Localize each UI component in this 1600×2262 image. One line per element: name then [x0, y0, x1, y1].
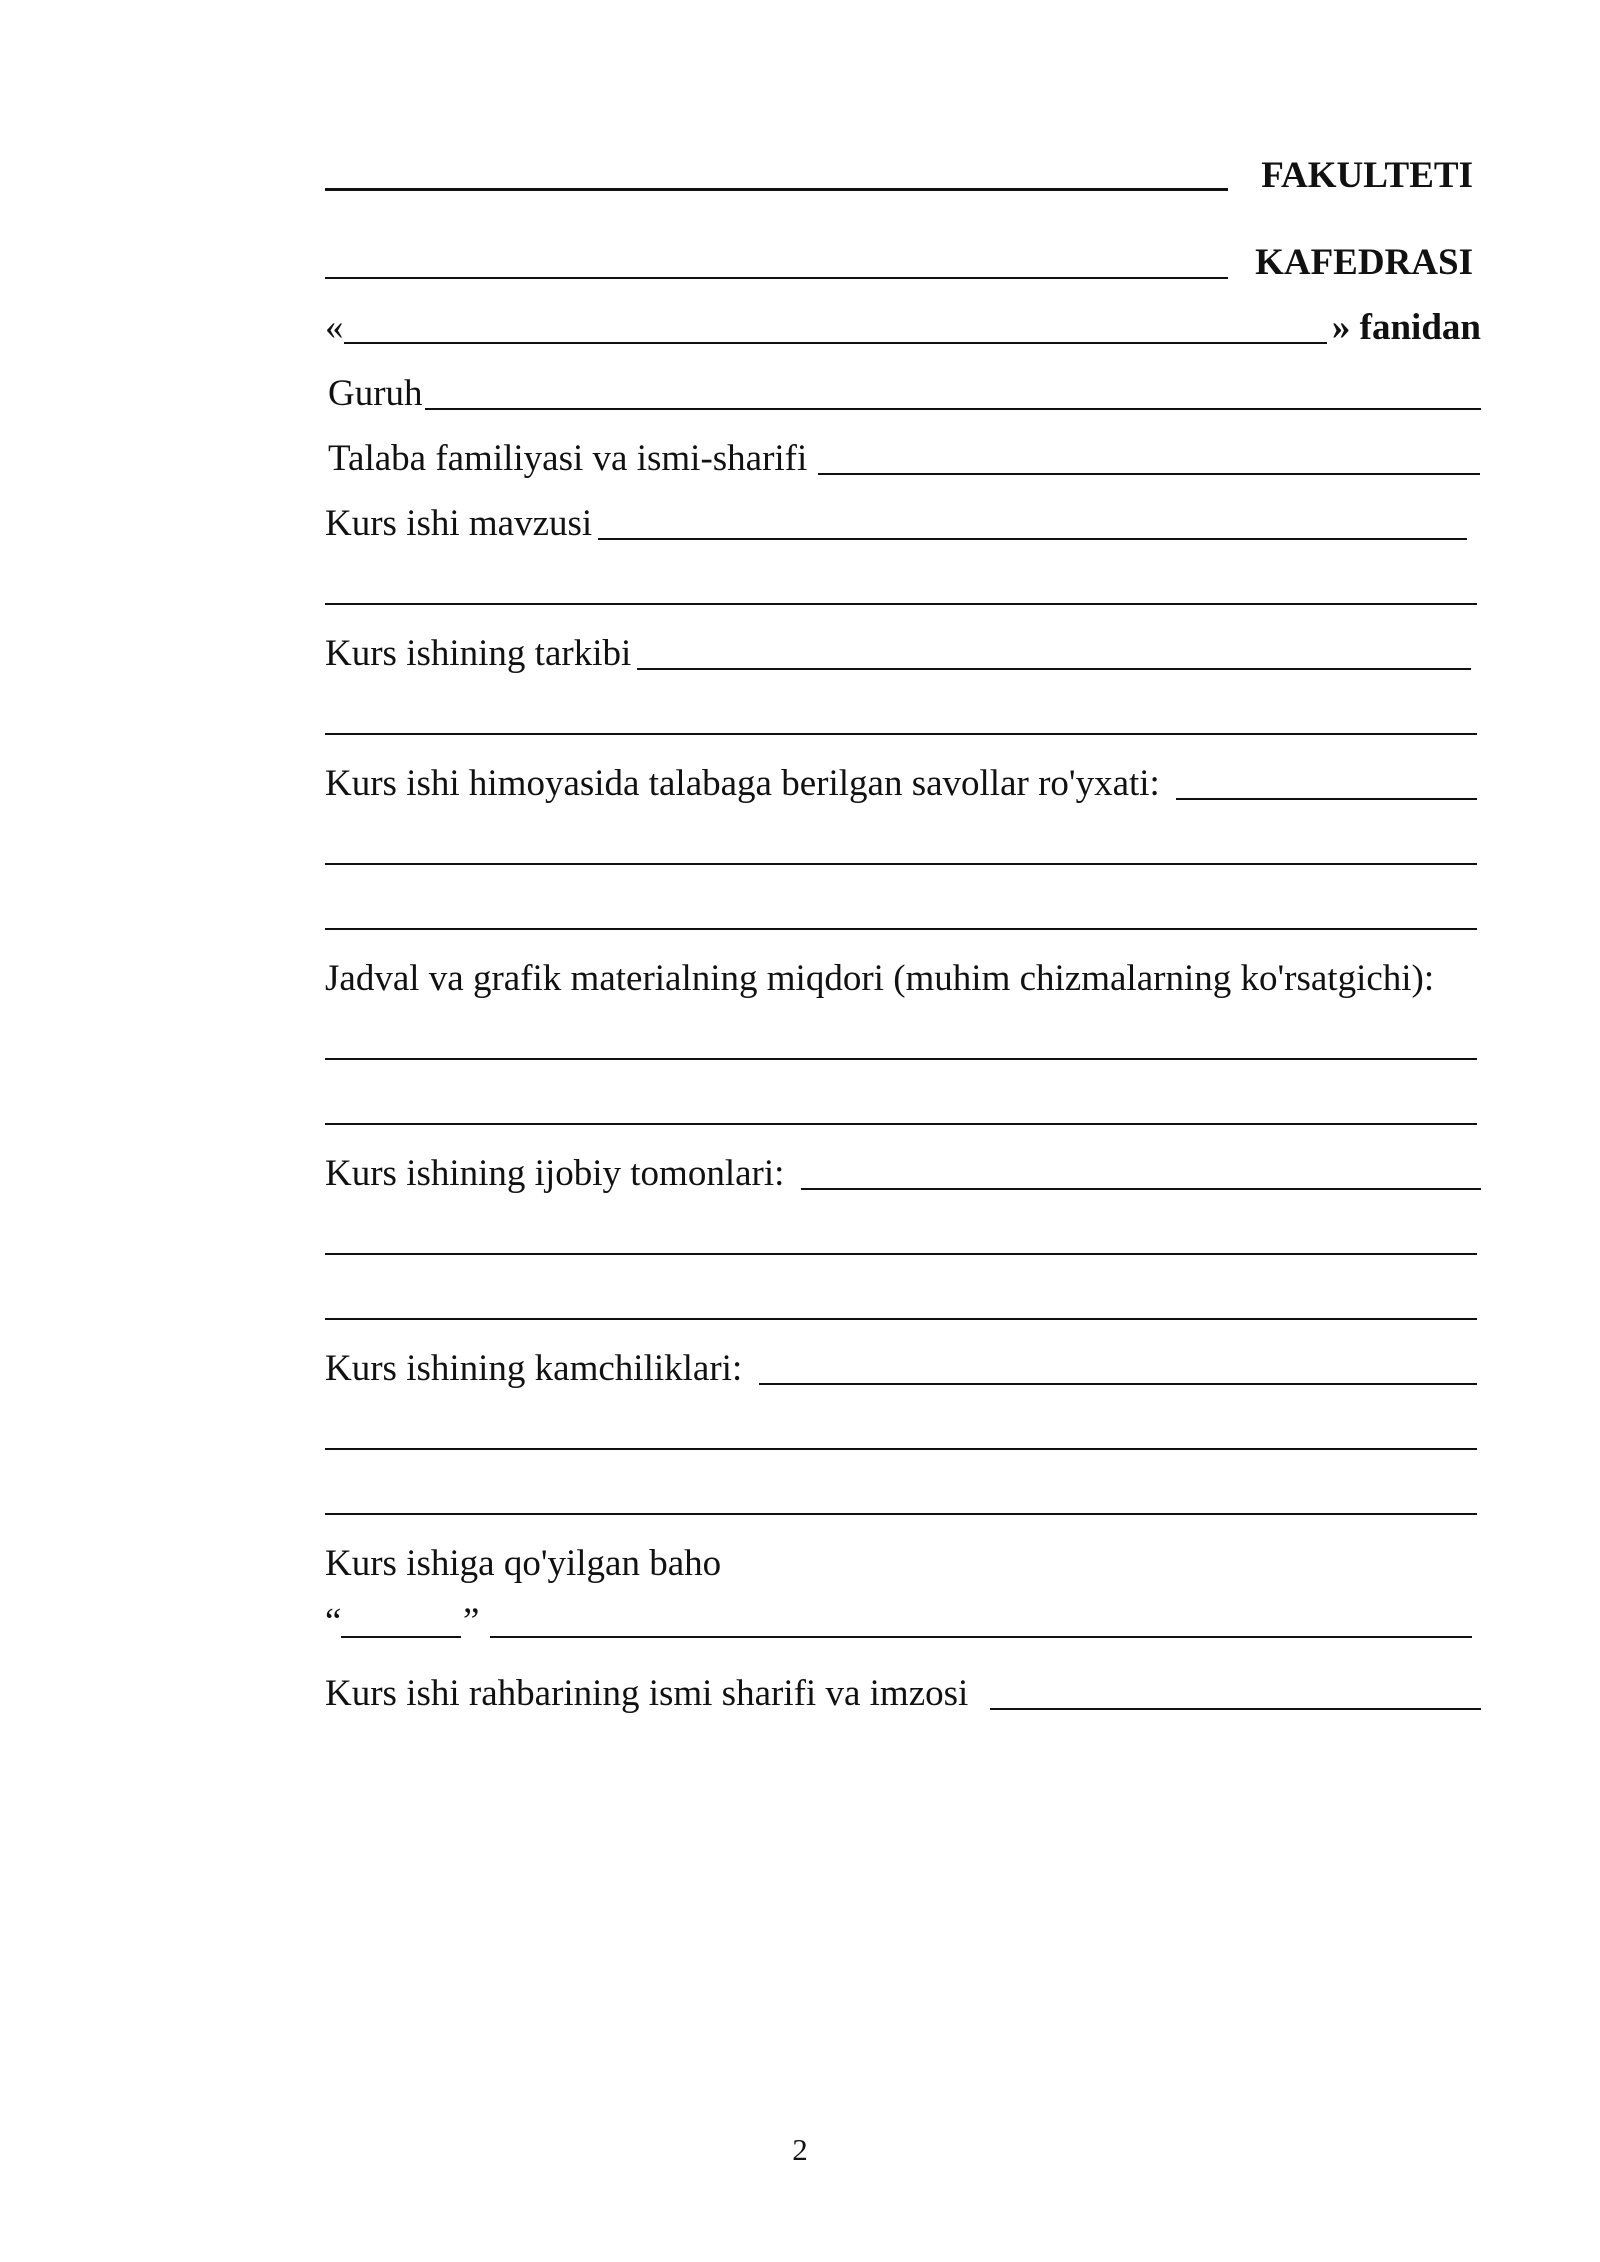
shortcomings-blank-line[interactable]	[759, 1383, 1477, 1385]
shortcomings-blank-line-3[interactable]	[325, 1513, 1477, 1515]
structure-row	[325, 626, 1481, 676]
shortcomings-extra-row-1	[325, 1406, 1481, 1456]
topic-blank-line-2[interactable]	[325, 603, 1477, 605]
grade-label-row	[325, 1536, 1481, 1586]
shortcomings-label: Kurs ishining kamchiliklari:	[325, 1348, 743, 1389]
topic-label: Kurs ishi mavzusi	[325, 503, 593, 544]
questions-blank-line-3[interactable]	[325, 928, 1477, 930]
materials-blank-line-1[interactable]	[325, 1058, 1477, 1060]
questions-blank-line-2[interactable]	[325, 863, 1477, 865]
questions-blank-line[interactable]	[1176, 798, 1477, 800]
supervisor-blank-line[interactable]	[990, 1708, 1481, 1710]
grade-close-quote: ”	[463, 1601, 480, 1642]
topic-blank-line[interactable]	[598, 538, 1467, 540]
grade-label: Kurs ishiga qo'yilgan baho	[325, 1543, 722, 1584]
structure-blank-line-2[interactable]	[325, 733, 1477, 735]
questions-label: Kurs ishi himoyasida talabaga berilgan savollar ro'yxati:	[325, 763, 1160, 804]
materials-row	[325, 951, 1481, 1001]
supervisor-row	[325, 1666, 1481, 1716]
questions-extra-row-2	[325, 886, 1481, 936]
positives-extra-row-2	[325, 1276, 1481, 1326]
faculty-row	[325, 148, 1481, 198]
positives-label: Kurs ishining ijobiy tomonlari:	[325, 1153, 785, 1194]
questions-extra-row-1	[325, 821, 1481, 871]
grade-blank-line[interactable]	[341, 1636, 461, 1638]
materials-extra-row-2	[325, 1081, 1481, 1131]
supervisor-label: Kurs ishi rahbarining ismi sharifi va imzosi	[325, 1673, 969, 1714]
grade-open-quote: “	[325, 1601, 342, 1642]
positives-blank-line-2[interactable]	[325, 1253, 1477, 1255]
grade-value-row	[325, 1594, 1481, 1644]
positives-row	[325, 1146, 1481, 1196]
structure-extra-row	[325, 691, 1481, 741]
materials-label: Jadval va grafik materialning miqdori (muhim chizmalarning ko'rsatgichi):	[325, 958, 1435, 999]
shortcomings-extra-row-2	[325, 1471, 1481, 1521]
subject-open-quote: «	[325, 307, 344, 348]
group-label: Guruh	[328, 373, 423, 414]
topic-extra-row	[325, 561, 1481, 611]
shortcomings-blank-line-2[interactable]	[325, 1448, 1477, 1450]
materials-blank-line-2[interactable]	[325, 1123, 1477, 1125]
topic-row	[325, 496, 1481, 546]
positives-extra-row-1	[325, 1211, 1481, 1261]
materials-extra-row-1	[325, 1016, 1481, 1066]
department-blank-line[interactable]	[325, 277, 1228, 279]
structure-blank-line[interactable]	[637, 668, 1471, 670]
faculty-blank-line[interactable]	[325, 188, 1228, 191]
page-number: 2	[792, 2132, 808, 2167]
student-blank-line[interactable]	[818, 473, 1480, 475]
faculty-label: FAKULTETI	[1261, 155, 1473, 196]
student-row	[325, 431, 1481, 481]
shortcomings-row	[325, 1341, 1481, 1391]
group-row	[325, 366, 1481, 416]
subject-blank-line[interactable]	[344, 342, 1327, 344]
student-label: Talaba familiyasi va ismi-sharifi	[328, 438, 808, 479]
positives-blank-line-3[interactable]	[325, 1318, 1477, 1320]
department-row	[325, 235, 1481, 285]
questions-row	[325, 756, 1481, 806]
structure-label: Kurs ishining tarkibi	[325, 633, 632, 674]
group-blank-line[interactable]	[425, 408, 1481, 410]
subject-close-label: » fanidan	[1331, 307, 1481, 348]
grade-comment-blank-line[interactable]	[490, 1636, 1472, 1638]
positives-blank-line[interactable]	[801, 1188, 1481, 1190]
subject-row	[325, 300, 1481, 350]
department-label: KAFEDRASI	[1255, 242, 1473, 283]
